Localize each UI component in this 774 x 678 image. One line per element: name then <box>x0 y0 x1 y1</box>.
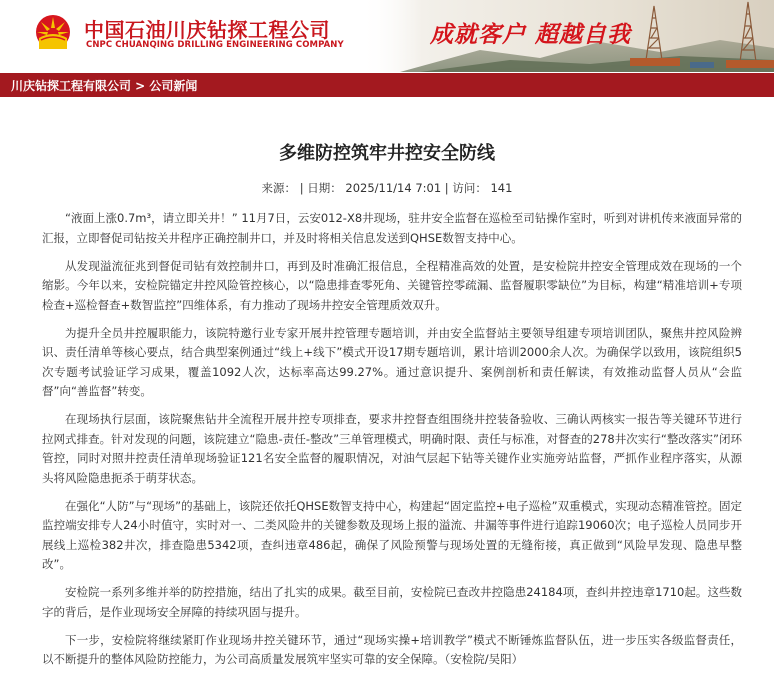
article-paragraph: 安检院一系列多维并举的防控措施，结出了扎实的成果。截至目前，安检院已查改井控隐患24184项，查纠井控违章1710起。这些数字的背后，是作业现场安全屏障的持续巩固与提升。 <box>42 585 742 619</box>
company-name-cn[interactable]: 中国石油川庆钻探工程公司 <box>84 18 330 42</box>
article-title: 多维防控筑牢井控安全防线 <box>279 143 495 164</box>
site-header <box>0 0 774 72</box>
article-paragraph: 在现场执行层面，该院聚焦钻井全流程开展井控专项排查，要求井控督查组围绕井控装备验收、三确认两核实一报告等关键环节进行拉网式排查。针对发现的问题，该院建立“隐患-责任-整改”三单管理模式，明确时限、责任与标准，对督查的278井次实行“整改落实”闭环管控，同时对照井控责任清单现场验证121名安全监督的履职情况，对油气层起下钻等关键作业实施旁站监督，严抓作业程序落实，从源头将风险隐患扼杀于萌芽状态。 <box>42 412 742 485</box>
article-paragraph: 下一步，安检院将继续紧盯作业现场井控关键环节，通过“现场实操+培训教学”模式不断锤炼监督队伍，进一步压实各级监督责任，以不断提升的整体风险防控能力，为公司高质量发展筑牢坚实可靠的安全保障。（安检院/吴阳） <box>42 632 742 666</box>
article-paragraph: 从发现溢流征兆到督促司钻有效控制井口，再到及时准确汇报信息，全程精准高效的处置，是安检院井控安全管理成效在现场的一个缩影。今年以来，安检院锚定井控风险管控核心，以“隐患排查零死角、关键管控零疏漏、监督履职零缺位”为目标，构建“精准培训+专项检查+巡检督查+数智监控”四维体系，有力推动了现场井控安全管理质效双升。 <box>42 258 742 312</box>
cnpc-logo-icon[interactable] <box>33 10 73 50</box>
breadcrumb <box>0 73 774 97</box>
article-body <box>42 209 742 678</box>
article-paragraph: 在强化“人防”与“现场”的基础上，该院还依托QHSE数智支持中心，构建起“固定监控+电子巡检”双重模式，实现动态精准管控。固定监控端安排专人24小时值守，实时对一、二类风险井的关键参数及现场上报的溢流、井漏等事件进行追踪19060次；电子巡检人员同步开展线上巡检382井次，排查隐患5342项，查纠违章486起，确保了风险预警与现场处置的无缝衔接，真正做到“风险早发现、隐患早整改”。 <box>42 498 742 571</box>
article-paragraph: “液面上涨0.7m³，请立即关井！” 11月7日，云安012-X8井现场，驻井安全监督在巡检至司钻操作室时，听到对讲机传来液面异常的汇报，立即督促司钻按关井程序正确控制井口，并及时将相关信息发送到QHSE数智支持中心。 <box>42 211 742 245</box>
company-slogan: 成就客户 超越自我 <box>430 21 632 48</box>
breadcrumb-text[interactable]: 川庆钻探工程有限公司 > 公司新闻 <box>11 79 198 93</box>
article-paragraph: 为提升全员井控履职能力，该院特邀行业专家开展井控管理专题培训，并由安全监督站主要领导组建专项培训团队，聚焦井控风险辨识、责任清单等核心要点，结合典型案例通过“线上+线下”模式开设17期专题培训，累计培训2000余人次。为确保学以致用，该院组织5次专题考试验证学习成果，覆盖1092人次，达标率高达99.27%。通过意识提升、案例剖析和责任解读，有效推动监督人员从“会监督”向“善监督”转变。 <box>42 325 742 398</box>
company-name-en: CNPC CHUANQING DRILLING ENGINEERING COMPANY <box>86 40 344 50</box>
article-meta: 来源： | 日期： 2025/11/14 7:01 | 访问： 141 <box>261 181 513 195</box>
